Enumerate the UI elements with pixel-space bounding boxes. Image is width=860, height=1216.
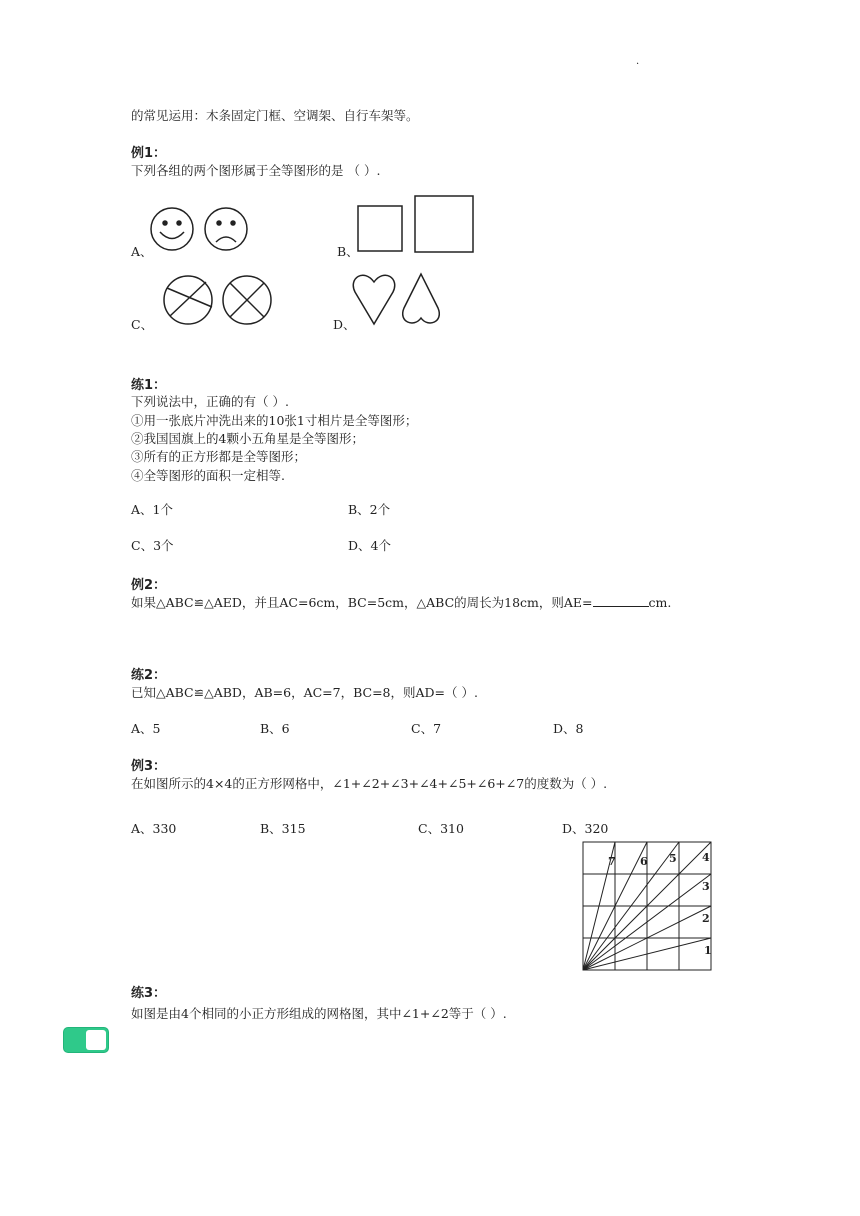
crossed-circles-figure	[162, 274, 274, 328]
statement-3: ③所有的正方形都是全等图形；	[131, 449, 307, 464]
practice-1-heading: 练1：	[131, 378, 167, 393]
option-b-label: B、	[337, 244, 359, 259]
option-d-label: D、	[333, 317, 356, 332]
smiley-faces-figure	[150, 204, 250, 254]
practice-1-option-d: D、4个	[348, 538, 391, 553]
practice-2-heading: 练2：	[131, 668, 167, 683]
toggle-switch[interactable]	[63, 1027, 109, 1053]
practice-1-option-a: A、1个	[131, 502, 173, 517]
example-3-option-c: C、310	[418, 821, 464, 836]
example-2-question	[131, 593, 671, 611]
practice-2-option-c: C、7	[411, 721, 442, 736]
example-3-option-a: A、330	[131, 821, 177, 836]
hearts-figure	[350, 270, 445, 330]
example-1-question: 下列各组的两个图形属于全等图形的是 （ ）.	[131, 163, 381, 178]
practice-1-question: 下列说法中，正确的有（ ）.	[131, 394, 289, 409]
example-3-question: 在如图所示的4×4的正方形网格中，∠1+∠2+∠3+∠4+∠5+∠6+∠7的度数为（ ）.	[131, 776, 608, 791]
angle-label-4: 4	[702, 851, 710, 864]
angle-label-7: 7	[608, 855, 616, 868]
practice-3-heading: 练3：	[131, 986, 167, 1001]
example-2-unit: cm.	[648, 595, 672, 610]
example-1-heading: 例1：	[131, 146, 167, 161]
example-3-option-d: D、320	[562, 821, 609, 836]
page-mark: .	[636, 56, 640, 67]
angle-grid-figure	[580, 839, 715, 974]
practice-2-option-b: B、6	[260, 721, 290, 736]
practice-1-option-c: C、3个	[131, 538, 174, 553]
option-c-label: C、	[131, 317, 154, 332]
intro-line: 的常见运用：木条固定门框、空调架、自行车架等。	[131, 108, 419, 123]
practice-2-option-d: D、8	[553, 721, 584, 736]
example-2-question-text: 如果△ABC≌△AED，并且AC=6cm，BC=5cm，△ABC的周长为18cm，则AE=	[131, 595, 593, 610]
angle-label-2: 2	[702, 912, 710, 925]
practice-2-option-a: A、5	[131, 721, 161, 736]
angle-label-3: 3	[702, 880, 710, 893]
angle-label-5: 5	[669, 852, 677, 865]
angle-label-6: 6	[640, 855, 648, 868]
statement-2: ②我国国旗上的4颗小五角星是全等图形；	[131, 431, 364, 446]
practice-2-question: 已知△ABC≌△ABD，AB=6，AC=7，BC=8，则AD=（ ）.	[131, 685, 478, 700]
example-3-heading: 例3：	[131, 759, 167, 774]
angle-label-1: 1	[704, 944, 712, 957]
squares-figure	[355, 193, 480, 255]
example-3-option-b: B、315	[260, 821, 306, 836]
answer-blank	[593, 594, 649, 607]
statement-4: ④全等图形的面积一定相等.	[131, 468, 285, 483]
practice-3-question: 如图是由4个相同的小正方形组成的网格图，其中∠1+∠2等于（ ）.	[131, 1006, 507, 1021]
option-a-label: A、	[131, 244, 153, 259]
statement-1: ①用一张底片冲洗出来的10张1寸相片是全等图形；	[131, 413, 418, 428]
practice-1-option-b: B、2个	[348, 502, 391, 517]
toggle-knob	[86, 1030, 106, 1050]
example-2-heading: 例2：	[131, 578, 167, 593]
